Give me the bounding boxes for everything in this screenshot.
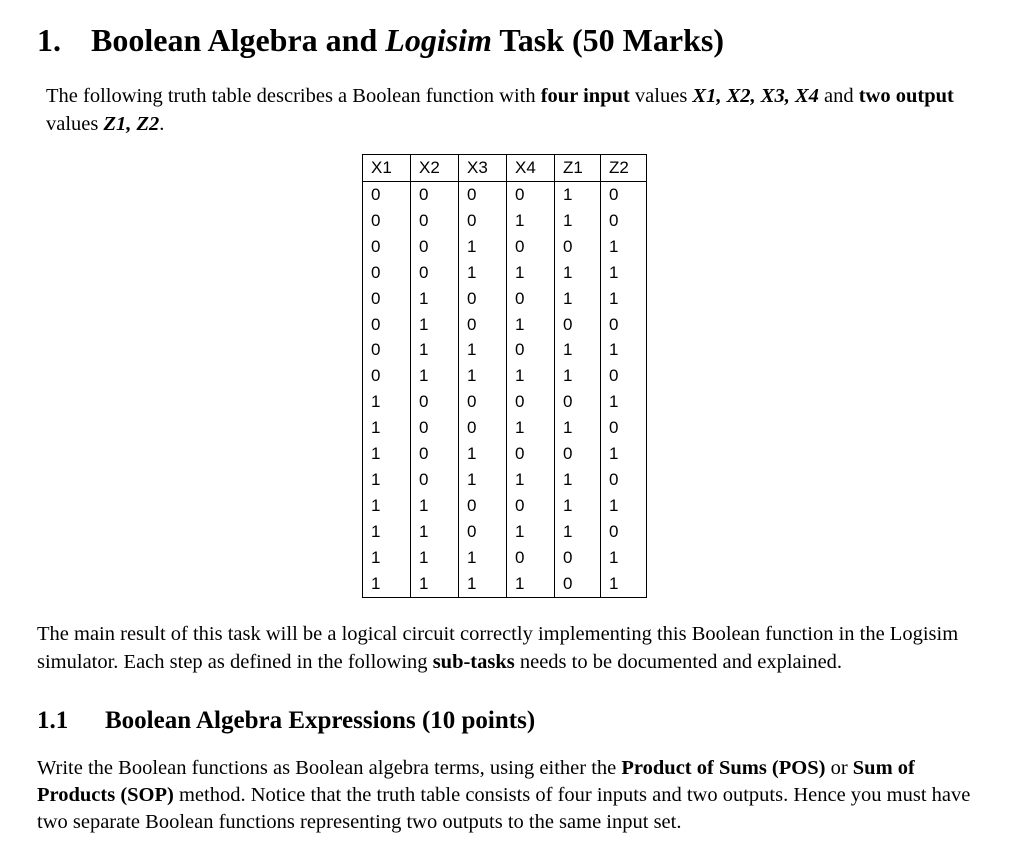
- table-cell: 0: [459, 519, 507, 545]
- section-number: 1.: [37, 22, 61, 58]
- table-cell: 0: [363, 208, 411, 234]
- table-cell: 0: [459, 493, 507, 519]
- table-row: [363, 286, 647, 312]
- table-cell: 1: [507, 519, 555, 545]
- text-run: values: [629, 85, 693, 107]
- table-cell: 1: [507, 467, 555, 493]
- result-paragraph: [37, 620, 997, 676]
- table-cell: 1: [363, 467, 411, 493]
- table-cell: 0: [363, 363, 411, 389]
- table-cell: 1: [363, 389, 411, 415]
- table-cell: 1: [507, 312, 555, 338]
- subsection-title: Boolean Algebra Expressions (10 points): [105, 707, 536, 734]
- table-cell: 1: [411, 337, 459, 363]
- table-cell: 1: [601, 389, 647, 415]
- table-cell: 1: [363, 441, 411, 467]
- table-row: [363, 312, 647, 338]
- table-row: [363, 493, 647, 519]
- text-run: and: [818, 85, 859, 107]
- table-row: [363, 415, 647, 441]
- bold-text: sub-tasks: [432, 651, 515, 673]
- table-cell: 0: [363, 234, 411, 260]
- table-cell: 0: [601, 363, 647, 389]
- table-cell: 1: [555, 182, 601, 208]
- intro-paragraph: [46, 82, 996, 138]
- table-cell: 1: [459, 545, 507, 571]
- table-cell: 0: [601, 519, 647, 545]
- table-cell: 1: [555, 467, 601, 493]
- table-cell: 0: [363, 337, 411, 363]
- table-cell: 1: [411, 519, 459, 545]
- table-cell: 1: [411, 493, 459, 519]
- table-cell: 0: [459, 182, 507, 208]
- table-cell: 0: [459, 286, 507, 312]
- table-cell: 1: [363, 571, 411, 597]
- truth-table: [362, 154, 647, 598]
- table-cell: 0: [555, 545, 601, 571]
- column-header: Z1: [555, 155, 601, 182]
- table-cell: 0: [555, 441, 601, 467]
- table-cell: 0: [363, 312, 411, 338]
- table-cell: 1: [411, 312, 459, 338]
- table-cell: 1: [555, 519, 601, 545]
- table-row: [363, 182, 647, 208]
- column-header: Z2: [601, 155, 647, 182]
- table-header-row: [363, 155, 647, 182]
- table-cell: 0: [507, 493, 555, 519]
- text-run: or: [825, 757, 853, 779]
- bold-text: Product of Sums (POS): [621, 757, 826, 779]
- table-cell: 1: [363, 545, 411, 571]
- table-cell: 0: [411, 441, 459, 467]
- table-cell: 1: [363, 493, 411, 519]
- table-cell: 1: [555, 415, 601, 441]
- table-cell: 1: [555, 286, 601, 312]
- table-cell: 1: [601, 337, 647, 363]
- table-cell: 0: [411, 415, 459, 441]
- table-cell: 1: [555, 363, 601, 389]
- table-row: [363, 363, 647, 389]
- table-cell: 1: [601, 493, 647, 519]
- table-cell: 0: [507, 286, 555, 312]
- table-row: [363, 519, 647, 545]
- table-row: [363, 571, 647, 597]
- table-cell: 0: [363, 260, 411, 286]
- input-variables: X1, X2, X3, X4: [692, 85, 819, 107]
- table-cell: 1: [601, 441, 647, 467]
- section-title-part: Task (50 Marks): [491, 22, 724, 58]
- table-cell: 1: [363, 415, 411, 441]
- table-cell: 0: [507, 545, 555, 571]
- table-cell: 0: [459, 208, 507, 234]
- text-run: .: [159, 113, 165, 135]
- table-cell: 0: [555, 571, 601, 597]
- table-cell: 0: [601, 208, 647, 234]
- table-cell: 0: [411, 208, 459, 234]
- table-cell: 1: [507, 571, 555, 597]
- table-row: [363, 260, 647, 286]
- table-cell: 1: [555, 493, 601, 519]
- section-heading: [37, 22, 724, 59]
- table-body: [363, 182, 647, 598]
- table-cell: 1: [411, 545, 459, 571]
- table-cell: 0: [601, 182, 647, 208]
- table-cell: 1: [459, 337, 507, 363]
- instructions-paragraph: [37, 755, 997, 836]
- table-cell: 0: [459, 312, 507, 338]
- table-cell: 1: [555, 260, 601, 286]
- table-cell: 0: [555, 389, 601, 415]
- table-cell: 0: [601, 312, 647, 338]
- text-run: values: [46, 113, 104, 135]
- table-cell: 0: [411, 260, 459, 286]
- table-cell: 1: [507, 260, 555, 286]
- table-cell: 1: [411, 286, 459, 312]
- table-cell: 1: [363, 519, 411, 545]
- table-cell: 0: [411, 389, 459, 415]
- table-cell: 1: [601, 286, 647, 312]
- table-row: [363, 467, 647, 493]
- table-cell: 0: [363, 182, 411, 208]
- table-cell: 1: [459, 363, 507, 389]
- text-run: needs to be documented and explained.: [514, 651, 843, 673]
- table-cell: 0: [411, 467, 459, 493]
- table-cell: 1: [459, 234, 507, 260]
- column-header: X3: [459, 155, 507, 182]
- output-variables: Z1, Z2: [103, 113, 160, 135]
- table-row: [363, 337, 647, 363]
- bold-text: two output: [858, 85, 954, 107]
- table-cell: 1: [411, 571, 459, 597]
- table-cell: 1: [601, 571, 647, 597]
- table-cell: 0: [555, 312, 601, 338]
- text-run: The main result of this task will be a logical circuit correctly implementing this Boolean function in the Logisim simulator. Each step as defined in the following: [37, 623, 959, 673]
- table-cell: 1: [459, 571, 507, 597]
- table-cell: 1: [411, 363, 459, 389]
- table-cell: 0: [601, 415, 647, 441]
- table-cell: 1: [459, 467, 507, 493]
- table-row: [363, 234, 647, 260]
- table-cell: 0: [411, 182, 459, 208]
- table-cell: 0: [363, 286, 411, 312]
- table-cell: 0: [507, 389, 555, 415]
- text-run: The following truth table describes a Boolean function with: [46, 85, 541, 107]
- table-cell: 1: [459, 260, 507, 286]
- table-cell: 0: [507, 182, 555, 208]
- table-cell: 0: [601, 467, 647, 493]
- subsection-heading: [37, 707, 535, 735]
- subsection-number: 1.1: [37, 707, 69, 734]
- table-cell: 0: [411, 234, 459, 260]
- table-cell: 0: [507, 441, 555, 467]
- table-cell: 0: [555, 234, 601, 260]
- table-cell: 0: [459, 389, 507, 415]
- table-cell: 0: [507, 234, 555, 260]
- column-header: X1: [363, 155, 411, 182]
- table-cell: 1: [601, 260, 647, 286]
- section-title-italic: Logisim: [385, 22, 492, 58]
- table-cell: 1: [507, 208, 555, 234]
- text-run: method. Notice that the truth table consists of four inputs and two outputs. Hence you must have two separate Boolean functions representing two outputs to the same input set.: [37, 784, 971, 833]
- table-row: [363, 545, 647, 571]
- column-header: X4: [507, 155, 555, 182]
- table-cell: 1: [555, 337, 601, 363]
- table-row: [363, 389, 647, 415]
- table-row: [363, 441, 647, 467]
- bold-text: Sum of Products (SOP): [37, 757, 915, 806]
- bold-text: four input: [540, 85, 630, 107]
- table-cell: 0: [507, 337, 555, 363]
- table-cell: 1: [601, 234, 647, 260]
- table-cell: 1: [507, 363, 555, 389]
- table-cell: 1: [601, 545, 647, 571]
- table-cell: 0: [459, 415, 507, 441]
- table-cell: 1: [555, 208, 601, 234]
- table-cell: 1: [507, 415, 555, 441]
- table-row: [363, 208, 647, 234]
- section-title-part: Boolean Algebra and: [91, 22, 386, 58]
- text-run: Write the Boolean functions as Boolean algebra terms, using either the: [37, 757, 622, 779]
- truth-table-container: [362, 154, 647, 598]
- table-cell: 1: [459, 441, 507, 467]
- column-header: X2: [411, 155, 459, 182]
